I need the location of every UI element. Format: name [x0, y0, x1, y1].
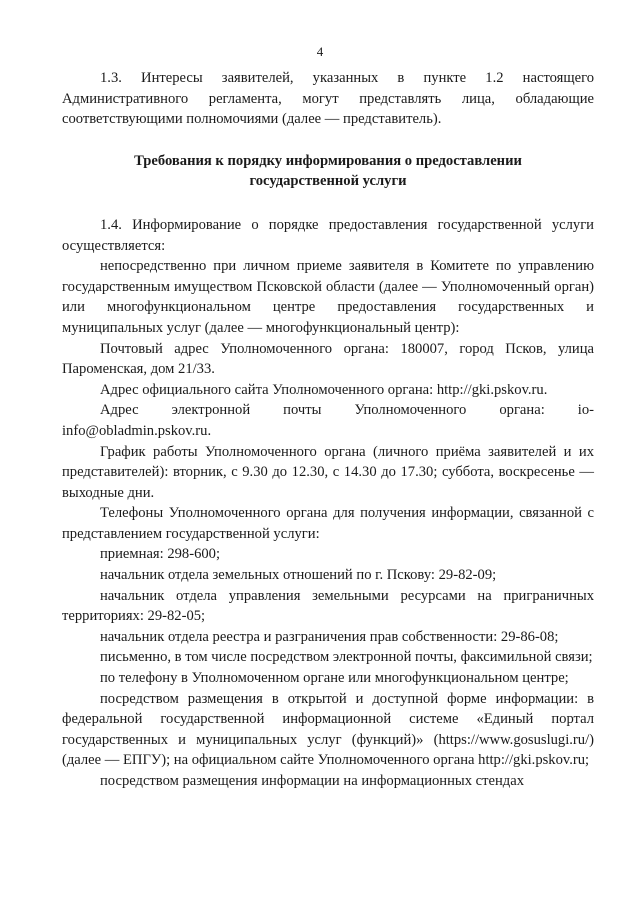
- paragraph-by-phone: по телефону в Уполномоченном органе или многофункциональном центре;: [100, 670, 569, 687]
- paragraph-info-stands: посредством размещения информации на информационных стендах: [100, 773, 525, 789]
- paragraph-phones-intro: Телефоны Уполномоченного органа для получения информации, связанной с представлением государственной услуги:: [62, 505, 594, 542]
- paragraph-personal-reception: непосредственно при личном приеме заявителя в Комитете по управлению государственным имуществом Псковской области (далее — Уполномоченный орган) или многофункциональном центре предоставления государственных и муниципальных услуг (далее — многофункциональный центр):: [62, 258, 594, 336]
- paragraph-phone-reception: приемная: 298-600;: [100, 546, 221, 563]
- paragraph-online-publication: посредством размещения в открытой и доступной форме информации: в федеральной государственной информационной системе «Единый портал государственных и муниципальных услуг (функций)» (https://www.gosuslugi.ru/) (далее — ЕПГУ); на официальном сайте Уполномоченного органа http://gki.pskov.ru;: [62, 690, 594, 769]
- section-heading: [62, 151, 594, 192]
- paragraph-website: Адрес официального сайта Уполномоченного органа: http://gki.pskov.ru.: [100, 381, 548, 398]
- paragraph-phone-land-relations: начальник отдела земельных отношений по г. Пскову: 29-82-09;: [100, 567, 497, 584]
- paragraph-phone-border-lands: начальник отдела управления земельными ресурсами на приграничных территориях: 29-82-05;: [62, 587, 594, 625]
- paragraph-1-4: 1.4. Информирование о порядке предоставления государственной услуги осуществляется:: [62, 216, 594, 254]
- paragraph-1-3: 1.3. Интересы заявителей, указанных в пункте 1.2 настоящего Административного регламента, могут представлять лица, обладающие соответствующими полномочиями (далее — представитель).: [62, 70, 594, 128]
- document-body: [62, 68, 594, 792]
- paragraph-written: письменно, в том числе посредством электронной почты, факсимильной связи;: [100, 649, 593, 666]
- paragraph-postal-address: Почтовый адрес Уполномоченного органа: 180007, город Псков, улица Пароменская, дом 21/33.: [62, 340, 594, 378]
- page-number: 4: [316, 44, 324, 59]
- paragraph-email: Адрес электронной почты Уполномоченного органа: io-info@obladmin.pskov.ru.: [62, 402, 594, 439]
- section-heading-line-2: государственной услуги: [249, 173, 407, 190]
- section-heading-line-1: Требования к порядку информирования о предоставлении: [134, 152, 522, 169]
- paragraph-schedule: График работы Уполномоченного органа (личного приёма заявителей и их представителей): вторник, с 9.30 до 12.30, с 14.30 до 17.30; суббота, воскресенье — выходные дни.: [62, 443, 594, 501]
- paragraph-phone-registry: начальник отдела реестра и разграничения прав собственности: 29-86-08;: [100, 628, 559, 645]
